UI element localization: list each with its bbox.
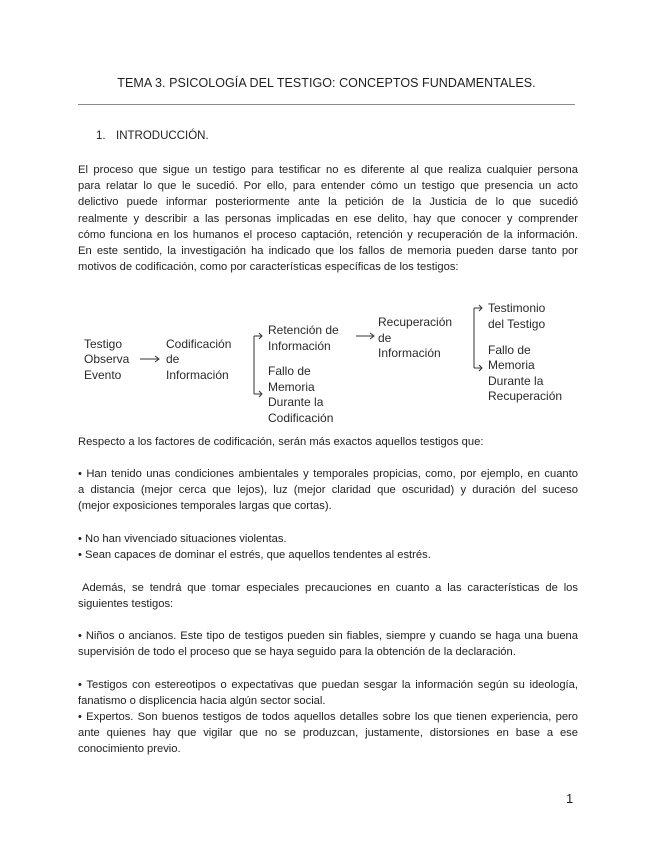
branch-bracket-icon [254, 333, 262, 397]
node-codificacion [166, 337, 231, 382]
paragraph-line: a distancia (mejor cerca que lejos), luz (mejor claridad que oscuridad) y duración del suceso [78, 484, 578, 497]
bullet-estereotipos [78, 677, 578, 709]
node-label: del Testigo [488, 317, 546, 331]
paragraph-line: ante quienes hay que vigilar que no se produzcan, justamente, distorsiones en base a ese [78, 727, 578, 740]
paragraph-line: motivos de codificación, como por características específicas de los testigos: [78, 261, 459, 274]
node-recuperacion [378, 315, 452, 360]
intro-paragraph [78, 162, 578, 275]
node-label: Memoria [268, 380, 315, 394]
node-label: Codificación [166, 337, 232, 351]
node-retencion [268, 323, 339, 353]
node-label: Retención de [268, 323, 339, 337]
node-label: Memoria [488, 358, 535, 372]
ademas-paragraph [78, 580, 578, 612]
list-item: • No han vivenciado situaciones violentas. [78, 533, 287, 545]
node-label: Durante la [268, 395, 324, 409]
node-label: Testimonio [488, 301, 546, 315]
paragraph-line: En este sentido, la investigación ha indicado que los fallos de memoria pueden darse tanto por [78, 245, 578, 258]
paragraph-line: • Expertos. Son buenos testigos de todos aquellos detalles sobre los que tienen experiencia, pero [78, 711, 578, 723]
node-fallo-recuperacion [488, 343, 562, 403]
title-divider [78, 104, 575, 105]
bullet-list-short [78, 531, 578, 563]
bullet-expertos [78, 709, 578, 758]
node-label: Evento [84, 368, 122, 382]
paragraph-line: El proceso que sigue un testigo para testificar no es diferente al que realiza cualquier persona [78, 164, 578, 176]
arrow-icon [140, 356, 159, 362]
bullet-ninos [78, 628, 578, 660]
document-title: TEMA 3. PSICOLOGÍA DEL TESTIGO: CONCEPTOS FUNDAMENTALES. [117, 76, 536, 90]
paragraph-line: • Han tenido unas condiciones ambientales y temporales propicias, como, por ejemplo, en cuanto [78, 468, 578, 480]
node-label: Codificación [268, 411, 334, 425]
node-label: Información [268, 339, 331, 353]
node-label: Recuperación [488, 389, 563, 403]
paragraph-line: • Testigos con estereotipos o expectativas que puedan sesgar la información según su ideología, [78, 679, 578, 691]
arrow-icon [356, 333, 374, 339]
node-testigo [84, 337, 130, 382]
page-number: 1 [566, 791, 574, 806]
node-label: de [166, 352, 180, 366]
paragraph-line: cómo funciona en los humanos el proceso captación, retención y recuperación de la información. [78, 228, 578, 241]
node-label: Información [378, 346, 441, 360]
section-number: 1. [96, 130, 106, 142]
list-item: • Sean capaces de dominar el estrés, que aquellos tendentes al estrés. [78, 549, 431, 562]
node-label: Recuperación [378, 315, 453, 329]
node-label: Durante la [488, 374, 544, 388]
paragraph-line: para relatar lo que le sucedió. Por ello, para entender cómo un testigo que presencia un acto [78, 180, 578, 193]
node-label: de [378, 331, 392, 345]
node-testimonio [488, 301, 546, 331]
paragraph-line: delictivo puede informar posteriormente ante la petición de la Justicia de lo que sucedió [78, 196, 578, 209]
section-title: INTRODUCCIÓN. [116, 130, 209, 142]
paragraph-line: siguientes testigos: [78, 598, 174, 611]
paragraph-line: Además, se tendrá que tomar especiales precauciones en cuanto a las características de los [82, 582, 578, 594]
factors-intro [78, 434, 578, 450]
bullet-conditions [78, 466, 578, 515]
branch-bracket-icon [474, 305, 482, 371]
node-label: Observa [84, 352, 130, 366]
paragraph-line: supervisión de todo el proceso que se haya seguido para la obtención de la declaración. [78, 646, 516, 659]
node-fallo-codificacion [268, 364, 333, 425]
paragraph-line: • Niños o ancianos. Este tipo de testigos pueden sin fiables, siempre y cuando se haga una buena [78, 630, 578, 642]
paragraph-line: Respecto a los factores de codificación, serán más exactos aquellos testigos que: [78, 436, 484, 448]
node-label: Fallo de [488, 343, 531, 357]
paragraph-line: realmente y describir a las personas implicadas en ese delito, hay que conocer y comprender [78, 212, 578, 225]
node-label: Fallo de [268, 364, 311, 378]
paragraph-line: (mejor exposiciones temporales largas que cortas). [78, 500, 332, 513]
paragraph-line: fanatismo o displicencia hacia algún sector social. [78, 695, 326, 708]
node-label: Información [166, 368, 229, 382]
memory-process-diagram [78, 296, 578, 430]
paragraph-line: conocimiento previo. [78, 743, 181, 756]
node-label: Testigo [84, 337, 123, 351]
section-heading [96, 130, 209, 142]
